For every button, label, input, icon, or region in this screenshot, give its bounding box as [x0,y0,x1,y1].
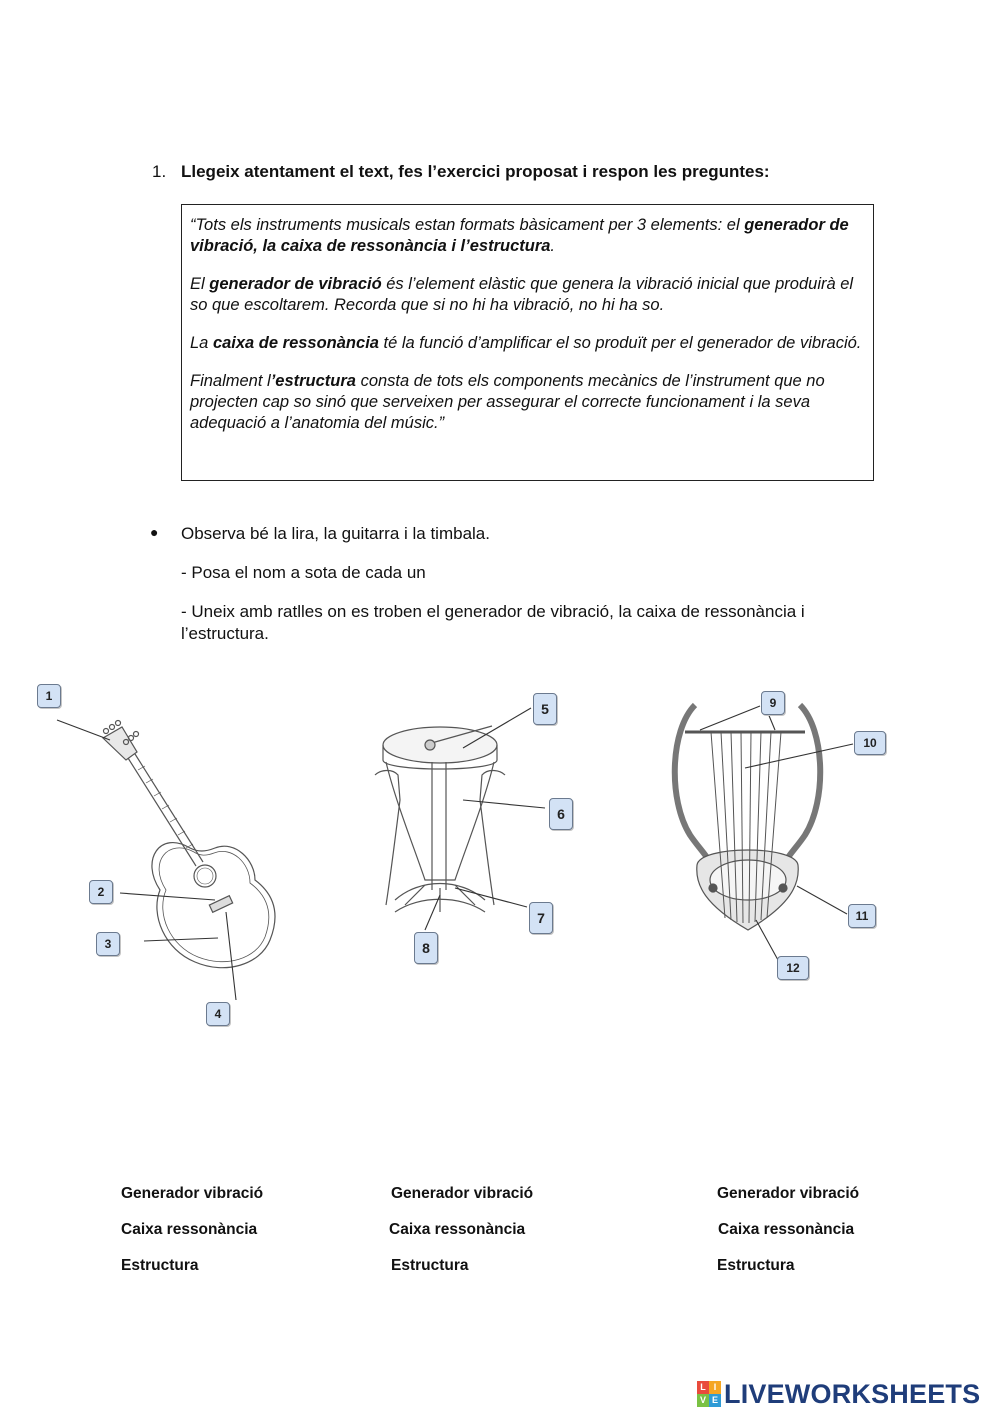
timpani-drawing [375,726,505,912]
label-12: 12 [777,956,809,980]
instruction-main: Observa bé la lira, la guitarra i la timbala. [181,524,490,543]
instruction-sub-2: - Uneix amb ratlles on es troben el generador de vibració, la caixa de ressonància i l’estructura. [181,602,805,643]
col3-resonance: Caixa ressonància [718,1221,855,1238]
quote-text: consta de tots els components mecànics de l’instrument que no projecten cap so sinó que serveixen per assegurar el correcte funcionament i la seva adequació a l’anatomia del músic.” [190,372,825,432]
guitar-drawing [103,721,275,968]
logo-icon-letter: V [697,1394,709,1407]
logo-icon-letter: I [709,1381,721,1394]
logo-text: LIVEWORKSHEETS [724,1378,981,1409]
col2-generator: Generador vibració [391,1185,534,1202]
label-5: 5 [533,693,557,725]
label-1: 1 [37,684,61,708]
col3-generator: Generador vibració [717,1185,860,1202]
quote-text: La [190,334,213,352]
label-6: 6 [549,798,573,830]
label-9: 9 [761,691,785,715]
quote-text: té la funció d’amplificar el so produït per el generador de vibració. [378,334,862,352]
quote-bold: caixa de ressonància [212,334,379,352]
label-8: 8 [414,932,438,964]
quote-text: “Tots els instruments musicals estan formats bàsicament per 3 elements: el [190,216,745,234]
label-4: 4 [206,1002,230,1026]
question-number: 1. [152,162,167,181]
col2-resonance: Caixa ressonància [389,1221,526,1238]
logo-icon [697,1381,721,1407]
label-11: 11 [848,904,876,928]
quote-text: és l’element elàstic que genera la vibració inicial que produirà el so que escoltarem. Recorda que si no hi ha vibració, no hi ha so. [190,275,854,314]
instruction-sub-1: - Posa el nom a sota de cada un [181,563,426,582]
col1-generator: Generador vibració [121,1185,264,1202]
liveworksheets-logo [697,1378,980,1410]
logo-icon-letter: E [709,1394,721,1407]
quote-bold: generador de vibració, la caixa de ressonància i l’estructura [190,216,849,255]
label-2: 2 [89,880,113,904]
quote-text: . [550,237,556,255]
col2-structure: Estructura [391,1257,469,1274]
quote-bold: generador de vibració [209,275,382,293]
label-3: 3 [96,932,120,956]
col1-resonance: Caixa ressonància [121,1221,258,1238]
question-text: Llegeix atentament el text, fes l’exercici proposat i respon les preguntes: [181,162,770,181]
col1-structure: Estructura [121,1257,199,1274]
label-7: 7 [529,902,553,934]
label-10: 10 [854,731,886,755]
quote-text: El [190,275,210,293]
lyre-drawing [675,705,820,930]
col3-structure: Estructura [717,1257,795,1274]
bullet-icon: ● [150,524,159,540]
quote-text: Finalment l [190,372,271,390]
quote-bold: ’estructura [270,372,356,390]
logo-icon-letter: L [697,1381,709,1394]
